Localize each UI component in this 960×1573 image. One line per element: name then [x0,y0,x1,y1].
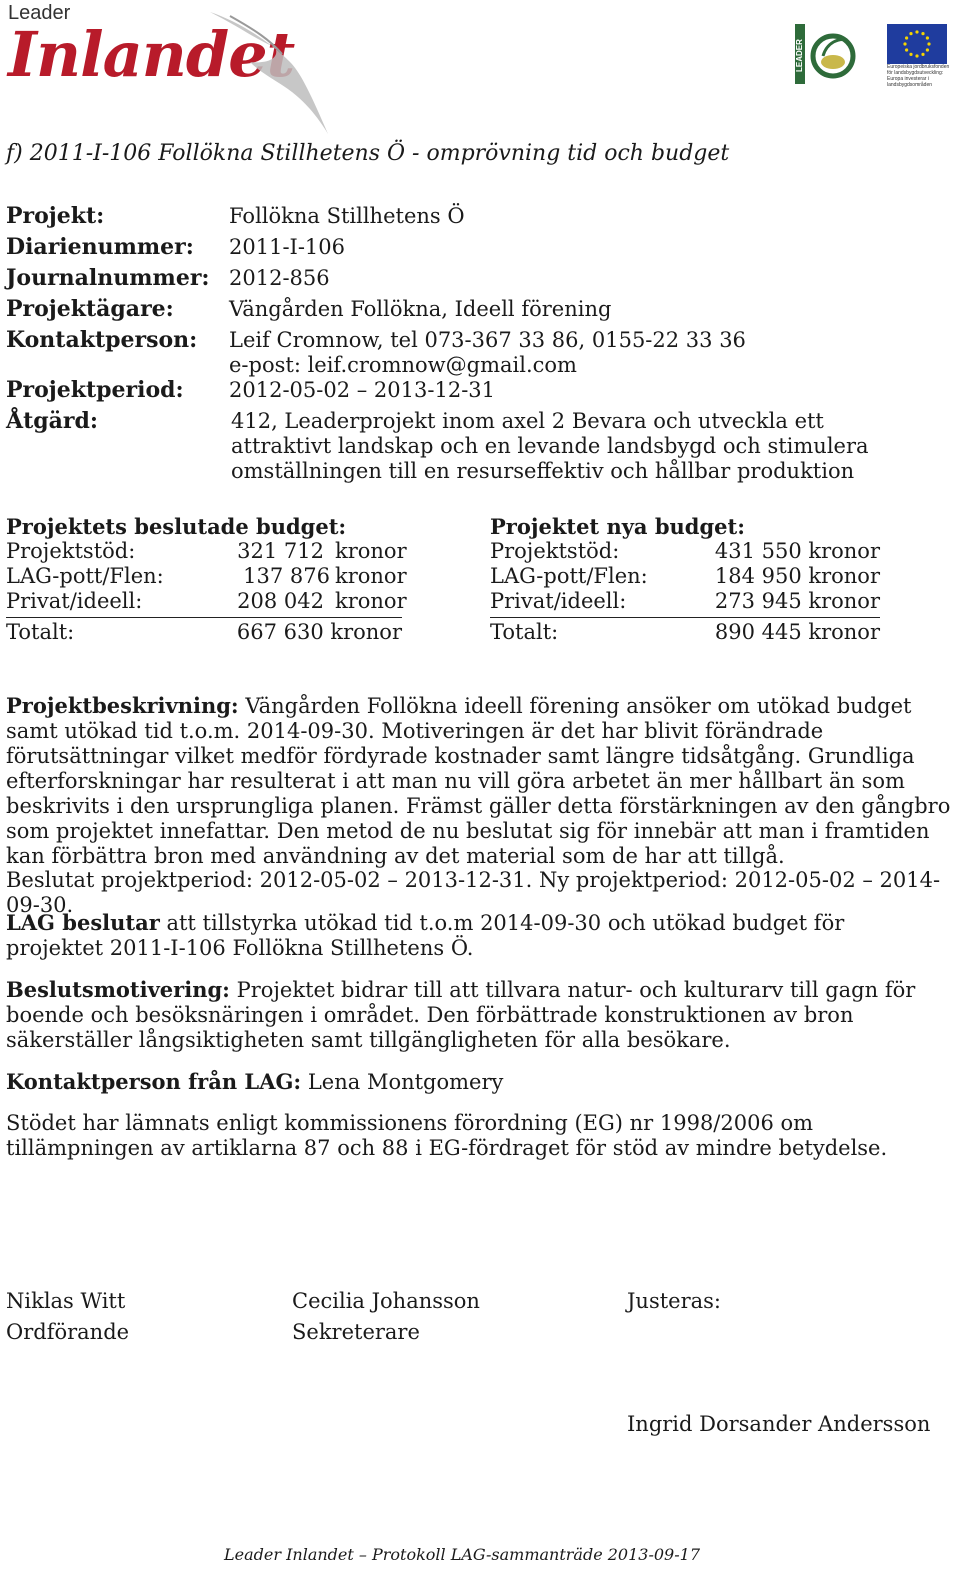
projektperiod-value: 2012-05-02 – 2013-12-31 [229,378,496,402]
new-budget-amount: 184 950 kronor [714,564,880,588]
projekt-label: Projekt: [6,203,105,229]
new-budget-label: Projektstöd: [490,539,620,563]
old-budget-label: LAG-pott/Flen: [6,564,164,588]
eagle-logo-icon [200,2,335,137]
kontaktperson-email: e-post: leif.cromnow@gmail.com [229,353,577,377]
signature-name-3: Ingrid Dorsander Andersson [627,1412,931,1436]
kontaktperson-value: Leif Cromnow, tel 073-367 33 86, 0155-22 33 36 [229,328,746,352]
old-budget-unit: kronor [335,539,407,563]
diarienummer-value: 2011-I-106 [229,235,346,259]
description-text: Vängården Follökna ideell förening ansöker om utökad budget samt utökad tid t.o.m. 2014-09-30. Motiveringen är det har blivit förändrade förutsättningar vilket medför fördyrade kostnader samt längre tidsåtgång. Grundliga efterforskningar har resulterat i att man nu vill göra arbetet än mer hållbart än som beskrivits i den ursprungliga planen. Främst gäller detta förstärkningen av den gångbro som projektet innefattar. Den metod de nu beslutat sig för innebär att man i framtiden kan förbättra bron med användning av det material som de har att tillgå. [6,694,951,868]
journalnummer-label: Journalnummer: [6,265,210,291]
new-budget-label: LAG-pott/Flen: [490,564,648,588]
leader-badge-icon [795,22,859,86]
old-budget-divider [6,617,402,618]
motivation-text: Projektet bidrar till att tillvara natur- och kulturarv till gagn för boende och besöksnäringen i området. Den förbättrade konstruktionen av bron säkerställer långsiktigheten samt tillgängligheten för alla besökare. [6,978,916,1052]
projektperiod-label: Projektperiod: [6,377,184,403]
old-budget-label: Projektstöd: [6,539,136,563]
support-note: Stödet har lämnats enligt kommissionens förordning (EG) nr 1998/2006 om tillämpningen av artiklarna 87 och 88 i EG-fördraget för stöd av mindre betydelse. [6,1111,888,1160]
new-budget-total: 890 445 kronor [714,620,880,644]
eu-caption: Europeiska jordbruksfonden för landsbygdsutveckling: Europa investerar i landsbygdsområden [887,64,950,88]
lag-contact-name: Lena Montgomery [301,1070,504,1094]
decision-text: att tillstyrka utökad tid t.o.m 2014-09-30 och utökad budget för projektet 2011-I-106 Follökna Stillhetens Ö. [6,911,845,960]
new-budget-total-label: Totalt: [490,620,559,644]
logo-leader-word: Leader [8,2,71,24]
signature-label-justeras: Justeras: [627,1289,721,1313]
signature-name-2: Cecilia Johansson [292,1289,480,1313]
atgard-line-3: omställningen till en resurseffektiv och hållbar produktion [231,459,855,483]
atgard-line-1: 412, Leaderprojekt inom axel 2 Bevara och utveckla ett [231,409,824,433]
new-budget-label: Privat/ideell: [490,589,627,613]
old-budget-label: Privat/ideell: [6,589,143,613]
projekt-value: Follökna Stillhetens Ö [229,204,465,228]
new-budget-divider [490,617,880,618]
atgard-line-2: attraktivt landskap och en levande landsbygd och stimulera [231,434,869,458]
new-budget-amount: 431 550 kronor [714,539,880,563]
diarienummer-label: Diarienummer: [6,234,194,260]
projektagare-label: Projektägare: [6,296,174,322]
journalnummer-value: 2012-856 [229,266,330,290]
description-label: Projektbeskrivning: [6,693,239,718]
project-description [6,693,956,869]
lag-decision [6,910,906,961]
svg-text:LEADER: LEADER [795,39,804,72]
lag-contact-label: Kontaktperson från LAG: [6,1069,302,1094]
signature-role-1: Ordförande [6,1320,130,1344]
signature-name-1: Niklas Witt [6,1289,126,1313]
old-budget-total: 667 630 kronor [236,620,402,644]
old-budget-title: Projektets beslutade budget: [6,514,347,539]
kontaktperson-label: Kontaktperson: [6,327,198,353]
new-budget-title: Projektet nya budget: [490,514,745,539]
signature-role-2: Sekreterare [292,1320,420,1344]
old-budget-unit: kronor [335,564,407,588]
decision-motivation [6,977,926,1053]
old-budget-amount: 208 042 [237,589,324,613]
old-budget-amount: 321 712 [237,539,324,563]
lag-contact [6,1069,956,1095]
old-budget-total-label: Totalt: [6,620,75,644]
section-heading: f) 2011-I-106 Follökna Stillhetens Ö - omprövning tid och budget [6,141,730,166]
eu-flag-icon [887,24,947,64]
logo-inlandet: Inlandet [8,18,295,91]
atgard-label: Åtgärd: [6,408,98,434]
old-budget-amount: 137 876 [243,564,330,588]
motivation-label: Beslutsmotivering: [6,977,230,1002]
decision-label: LAG beslutar [6,910,160,935]
projektagare-value: Vängården Follökna, Ideell förening [229,297,612,321]
new-budget-amount: 273 945 kronor [714,589,880,613]
page-footer: Leader Inlandet – Protokoll LAG-sammanträde 2013-09-17 [224,1545,700,1564]
old-budget-unit: kronor [335,589,407,613]
period-line: Beslutat projektperiod: 2012-05-02 – 2013-12-31. Ny projektperiod: 2012-05-02 – 2014-09-30. [6,868,941,917]
